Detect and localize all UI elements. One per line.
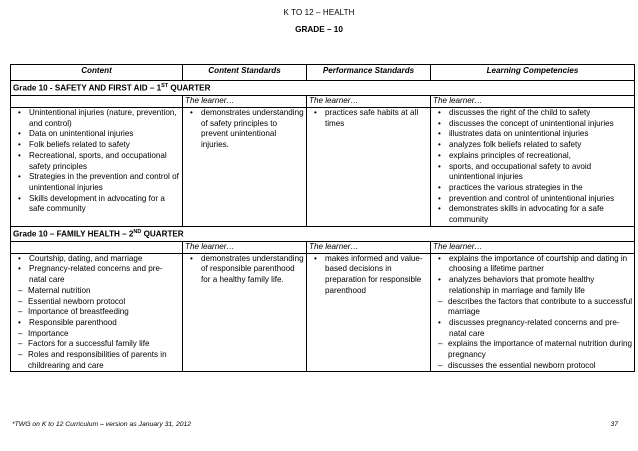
section-body-row [11,253,635,372]
band-tail: QUARTER [141,229,184,239]
band-text: Grade 10 - SAFETY AND FIRST AID – 1 [13,83,162,93]
content-sublist [13,286,180,318]
lead-row [11,96,635,108]
list-item: • makes informed and value-based decisions in preparation for responsible parenthood [325,254,428,297]
column-header-content-standards: Content Standards [183,65,307,81]
section-band-safety [11,81,635,96]
footer-version-note: *TWG on K to 12 Curriculum – version as January 31, 2012 [12,421,192,428]
list-item: – Importance of breastfeeding [28,307,180,318]
list-item: • analyzes folk beliefs related to safety [449,140,632,151]
list-item: • discusses the right of the child to safety [449,108,632,119]
list-item: • practices the various strategies in the [449,183,632,194]
list-item: • demonstrates understanding of responsible parenthood for a healthy family life. [201,254,304,286]
list-item: • analyzes behaviors that promote healthy relationship in marriage and family life [449,275,632,296]
column-header-performance-standards: Performance Standards [307,65,431,81]
content-list [13,318,180,329]
list-item: • Unintentional injuries (nature, prevention, and control) [29,108,180,129]
column-header-row [11,65,635,81]
lead-cell: The learner… [183,96,307,108]
list-item: • sports, and occupational safety to avoid unintentional injuries [449,162,632,183]
list-item: – Factors for a successful family life [28,339,180,350]
competencies-sublist [433,339,632,371]
list-item: – describes the factors that contribute to a successful marriage [448,297,632,318]
performance-standards-cell [307,253,431,372]
list-item: • practices safe habits at all times [325,108,428,129]
learning-competencies-cell [431,108,635,227]
standards-list [185,108,304,151]
grade-title: GRADE – 10 [295,25,343,34]
list-item: • illustrates data on unintentional injuries [449,129,632,140]
page-number: 37 [610,421,618,428]
list-item: • Responsible parenthood [29,318,180,329]
content-sublist [13,329,180,372]
lead-cell: The learner… [431,241,635,253]
list-item: • discusses the concept of unintentional injuries [449,119,632,130]
content-list [13,108,180,215]
list-item: • demonstrates understanding of safety principles to prevent unintentional injuries. [201,108,304,151]
competencies-sublist [433,297,632,318]
list-item: • prevention and control of unintentional injuries [449,194,632,205]
list-item: • Courtship, dating, and marriage [29,254,180,265]
column-header-content: Content [11,65,183,81]
section-band-family-health [11,226,635,241]
list-item: • Data on unintentional injuries [29,129,180,140]
lead-cell: The learner… [307,96,431,108]
lead-cell [11,96,183,108]
list-item: – Maternal nutrition [28,286,180,297]
list-item: • Folk beliefs related to safety [29,140,180,151]
section-band-row [11,226,635,241]
list-item: • explains principles of recreational, [449,151,632,162]
content-standards-cell [183,253,307,372]
list-item: • Pregnancy-related concerns and pre-natal care [29,264,180,285]
band-tail: QUARTER [168,83,211,93]
performance-list [309,108,428,129]
list-item: – explains the importance of maternal nutrition during pregnancy [448,339,632,360]
standards-list [185,254,304,286]
content-cell [11,108,183,227]
competencies-list [433,318,632,339]
list-item: – Essential newborn protocol [28,297,180,308]
list-item: • discusses pregnancy-related concerns and pre-natal care [449,318,632,339]
lead-cell: The learner… [307,241,431,253]
band-superscript: ST [161,83,169,89]
lead-cell: The learner… [431,96,635,108]
section-band-row [11,81,635,96]
list-item: • explains the importance of courtship and dating in choosing a lifetime partner [449,254,632,275]
competencies-list [433,108,632,226]
band-text: Grade 10 – FAMILY HEALTH – 2 [13,229,134,239]
list-item: – Importance [28,329,180,340]
content-standards-cell [183,108,307,227]
list-item: – discusses the essential newborn protocol [448,361,632,372]
lead-cell [11,241,183,253]
performance-standards-cell [307,108,431,227]
band-superscript: ND [133,228,142,235]
list-item: • Strategies in the prevention and control of unintentional injuries [29,172,180,193]
curriculum-guide-table [10,64,635,372]
column-header-learning-competencies: Learning Competencies [431,65,635,81]
content-list [13,254,180,286]
document-header-title: K TO 12 – HEALTH [283,8,355,17]
list-item: • Recreational, sports, and occupational safety principles [29,151,180,172]
list-item: • Skills development in advocating for a safe community [29,194,180,215]
performance-list [309,254,428,297]
list-item: • demonstrates skills in advocating for a safe community [449,204,632,225]
content-cell [11,253,183,372]
lead-row [11,241,635,253]
section-body-row [11,108,635,227]
learning-competencies-cell [431,253,635,372]
lead-cell: The learner… [183,241,307,253]
competencies-list [433,254,632,297]
list-item: – Roles and responsibilities of parents in childrearing and care [28,350,180,371]
